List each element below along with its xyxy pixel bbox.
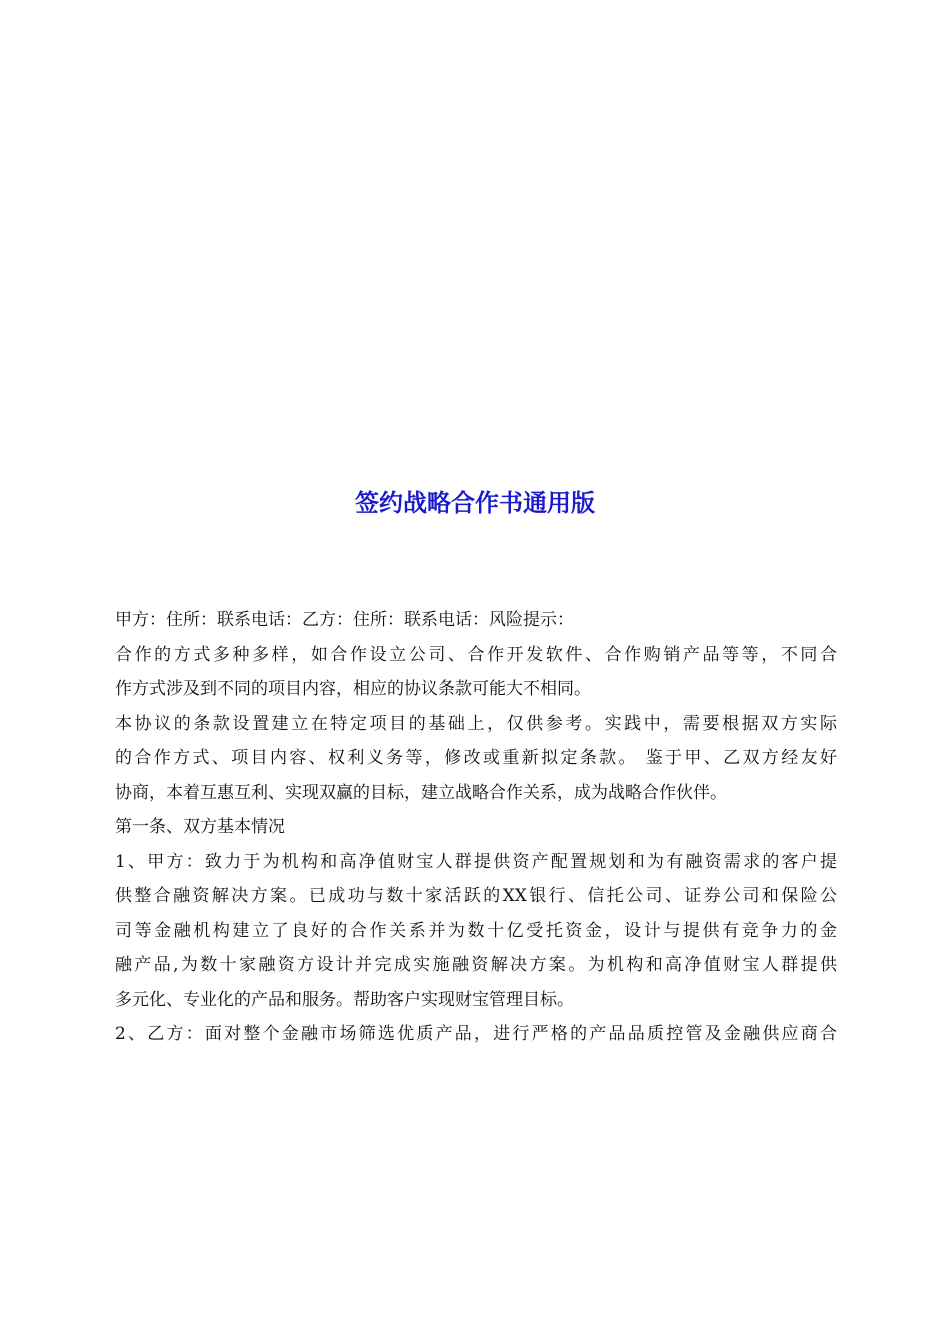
paragraph-line: 的合作方式、项目内容、权利义务等，修改或重新拟定条款。 鉴于甲、乙双方经友好 <box>115 748 837 768</box>
paragraph-line: 本协议的条款设置建立在特定项目的基础上，仅供参考。实践中，需要根据双方实际 <box>115 713 837 734</box>
paragraph-line: 甲方：住所：联系电话：乙方：住所：联系电话：风险提示： <box>115 610 574 630</box>
paragraph-line: 供整合融资解决方案。已成功与数十家活跃的XX银行、信托公司、证券公司和保险公 <box>115 886 837 906</box>
paragraph-line: 司等金融机构建立了良好的合作关系并为数十亿受托资金，设计与提供有竞争力的金 <box>115 920 837 941</box>
paragraph-line: 合作的方式多种多样，如合作设立公司、合作开发软件、合作购销产品等等，不同合 <box>115 644 837 665</box>
paragraph-line: 2、乙方：面对整个金融市场筛选优质产品，进行严格的产品品质控管及金融供应商合 <box>115 1024 837 1044</box>
paragraph-line: 融产品,为数十家融资方设计并完成实施融资解决方案。为机构和高净值财宝人群提供 <box>115 955 837 975</box>
paragraph-line: 第一条、双方基本情况 <box>115 817 285 837</box>
paragraph-line: 协商，本着互惠互利、实现双赢的目标，建立战略合作关系，成为战略合作伙伴。 <box>115 782 727 803</box>
document-title: 签约战略合作书通用版 <box>355 489 595 517</box>
document-body <box>115 603 837 1052</box>
paragraph-line: 1、甲方：致力于为机构和高净值财宝人群提供资产配置规划和为有融资需求的客户提 <box>115 851 837 872</box>
paragraph-line: 多元化、专业化的产品和服务。帮助客户实现财宝管理目标。 <box>115 989 574 1010</box>
paragraph-line: 作方式涉及到不同的项目内容，相应的协议条款可能大不相同。 <box>115 679 591 699</box>
